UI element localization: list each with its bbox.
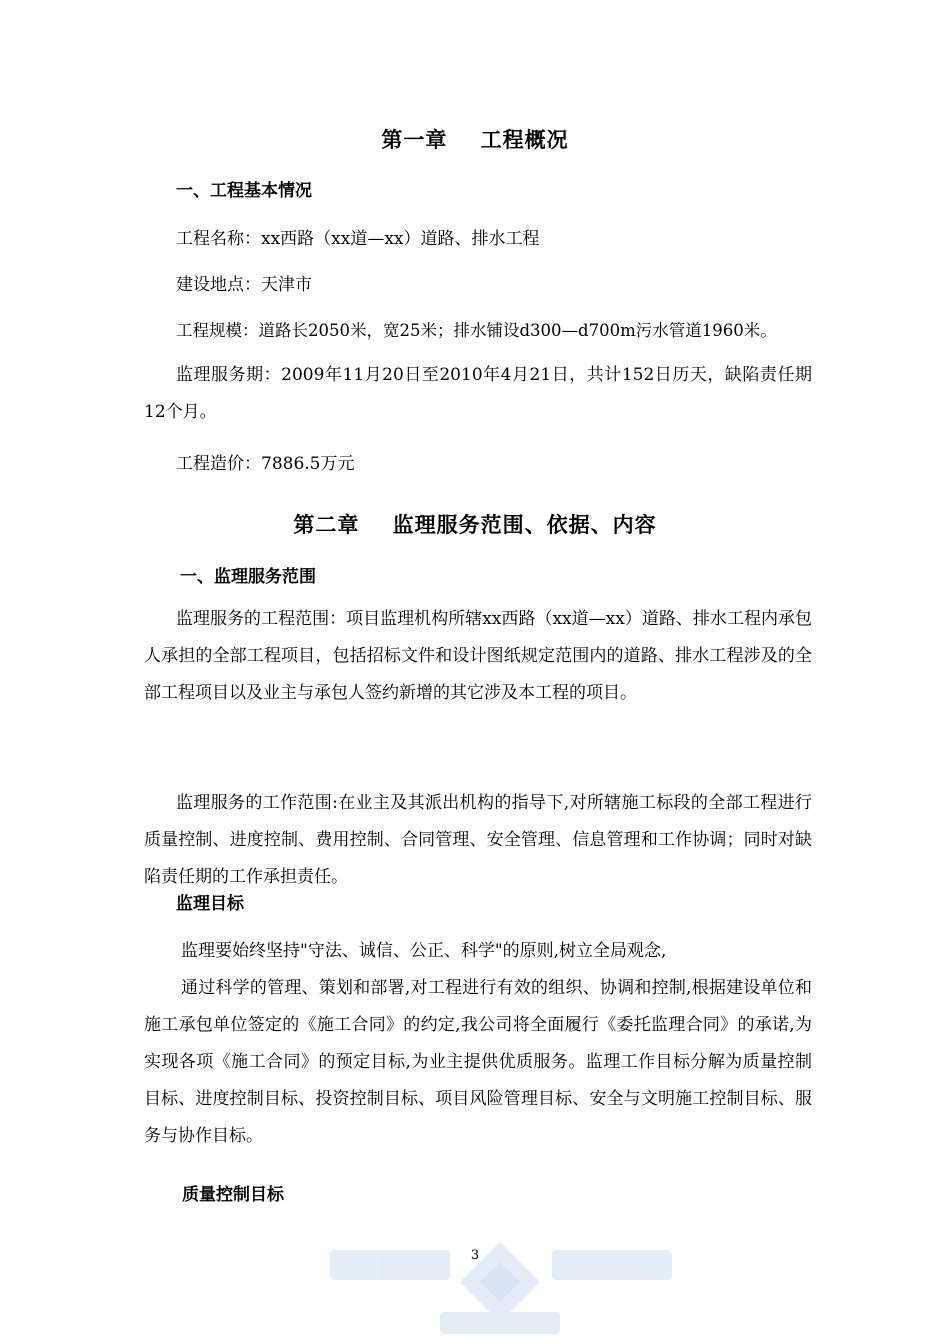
quality-control-goals-title: 质量控制目标 bbox=[182, 1185, 284, 1205]
chapter-2-title: 第二章 监理服务范围、依据、内容 bbox=[293, 513, 657, 537]
project-cost-line: 工程造价：7886.5万元 bbox=[176, 454, 355, 474]
goals-detail-paragraph: 通过科学的管理、策划和部署,对工程进行有效的组织、协调和控制,根据建设单位和施工承包单位签定的《施工合同》的约定,我公司将全面履行《委托监理合同》的承诺,为实现各项《施工合同》的预定目标,为业主提供优质服务。监理工作目标分解为质量控制目标、进度控制目标、投资控制目标、项目风险管理目标、安全与文明施工控制目标、服务与协作目标。 bbox=[144, 978, 812, 1146]
supervision-goals-title: 监理目标 bbox=[176, 894, 244, 914]
chapter-1-title: 第一章 工程概况 bbox=[381, 128, 569, 152]
engineering-scope-paragraph: 监理服务的工程范围：项目监理机构所辖xx西路（xx道—xx）道路、排水工程内承包人承担的全部工程项目，包括招标文件和设计图纸规定范围内的道路、排水工程涉及的全部工程项目以及业主与承包人签约新增的其它涉及本工程的项目。 bbox=[144, 609, 812, 703]
section-service-scope-title: 一、监理服务范围 bbox=[180, 567, 316, 587]
page-number: 3 bbox=[470, 1248, 480, 1263]
service-period-paragraph: 监理服务期：2009年11月20日至2010年4月21日，共计152日历天，缺陷责任期12个月。 bbox=[144, 365, 812, 422]
project-name-line: 工程名称：xx西路（xx道—xx）道路、排水工程 bbox=[176, 229, 540, 249]
project-scale-line: 工程规模：道路长2050米，宽25米；排水铺设d300—d700m污水管道1960米。 bbox=[176, 321, 777, 340]
section-basic-info-title: 一、工程基本情况 bbox=[176, 181, 312, 201]
project-location-line: 建设地点：天津市 bbox=[176, 275, 312, 295]
work-scope-paragraph: 监理服务的工作范围:在业主及其派出机构的指导下,对所辖施工标段的全部工程进行质量控制、进度控制、费用控制、合同管理、安全管理、信息管理和工作协调；同时对缺陷责任期的工作承担责任。 bbox=[144, 793, 812, 887]
goals-principle-line: 监理要始终坚持"守法、诚信、公正、科学"的原则,树立全局观念, bbox=[181, 941, 667, 961]
